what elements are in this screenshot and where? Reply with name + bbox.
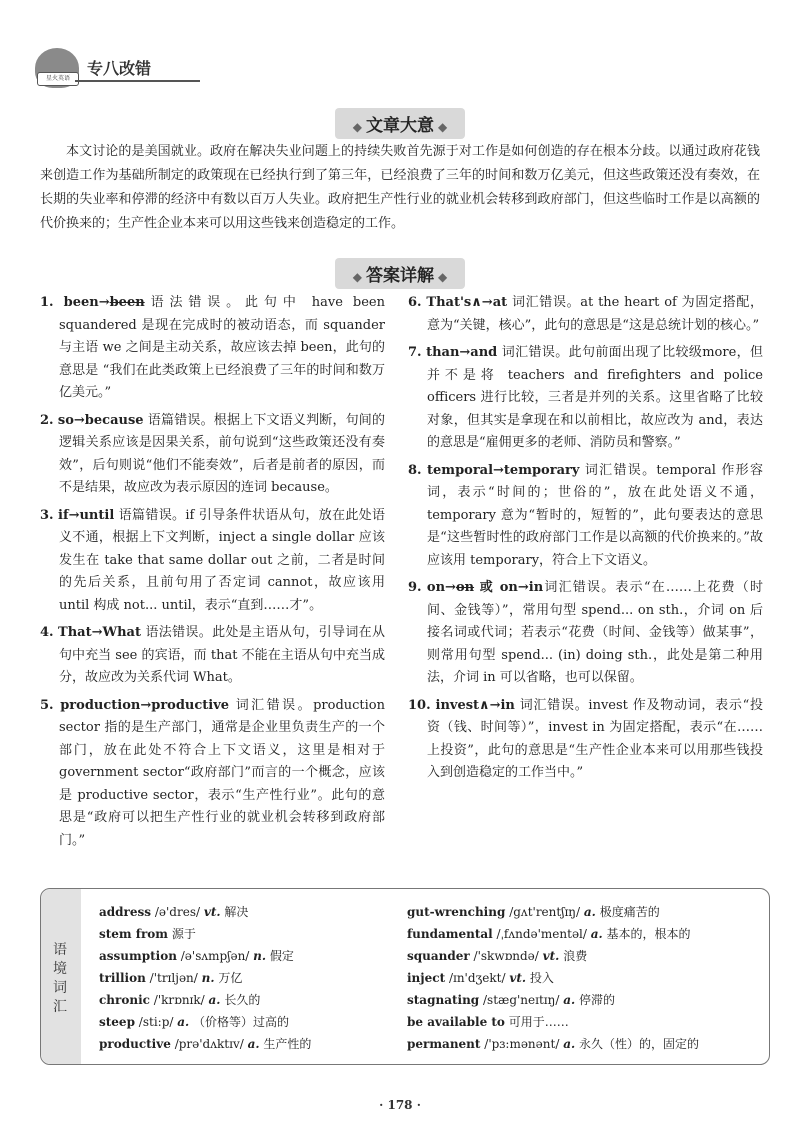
answer-number: 3. — [40, 507, 54, 523]
vocab-phonetic: /ə'dres/ — [154, 905, 201, 919]
answers-heading — [0, 258, 800, 289]
vocab-meaning: 解决 — [224, 905, 249, 919]
answer-explanation: 语法错误。此处是主语从句，引导词在从句中充当 see 的宾语，而 that 不能在主语从句中充当成分，故应改为关系代词 What。 — [59, 625, 385, 685]
answer-correction: temporal→temporary — [427, 462, 580, 478]
answer-explanation: 语法错误。此句中 have been squandered 是现在完成时的被动语态，而 squander 与主语 we 之间是主动关系，故应该去掉 been，此句的意思是 “我们在此类政策上已经浪费了三年的时间和数万亿美元。” — [59, 295, 385, 400]
answer-number: 2. — [40, 412, 54, 428]
answer-explanation: 词汇错误。此句前面出现了比较级more，但并不是将 teachers and firefighters and police officers 进行比较，三者是并列的关系。这里省略了比较对象，但其实是拿现在和以前相比，故应改为 and，表达的意思是“雇佣更多的老师、消防员和警察。” — [427, 345, 763, 450]
answer-number: 6. — [408, 295, 422, 310]
answer-explanation: 词汇错误。invest 作及物动词，表示“投资（钱、时间等）”，invest in 为固定搭配，表示“在……上投资”，此句的意思是“生产性企业本来可以用那些钱投入到创造稳定的工作当中。” — [427, 697, 763, 780]
summary-heading-pill — [335, 108, 465, 139]
answer-correction: That→What — [58, 625, 141, 640]
answers-heading-text: 答案详解 — [366, 266, 434, 286]
answers-column-left — [40, 292, 385, 857]
answer-explanation: 词汇错误。at the heart of 为固定搭配，意为“关键，核心”，此句的意思是“这是总统计划的核心。” — [427, 295, 764, 333]
chapter-title: 专八改错 — [87, 59, 152, 78]
vocab-word: gut-wrenching — [407, 905, 506, 919]
vocab-pos: a. — [177, 1015, 190, 1029]
diamond-icon: ◆ — [352, 120, 362, 134]
vocab-entry — [99, 967, 311, 989]
vocab-entry — [407, 923, 699, 945]
vocab-pos: a. — [590, 927, 603, 941]
vocab-phonetic: /'pɜ:mənənt/ — [484, 1037, 560, 1051]
vocab-entry — [407, 901, 699, 923]
vocabulary-column-left — [99, 901, 311, 1055]
answer-number: 10. — [408, 697, 431, 713]
header-underline — [75, 80, 200, 82]
answer-item — [408, 460, 763, 573]
vocab-phonetic: /sti:p/ — [138, 1015, 174, 1029]
vocab-entry — [407, 989, 699, 1011]
vocab-word: squander — [407, 949, 470, 963]
vocab-meaning: 假定 — [269, 949, 294, 963]
brand-logo — [35, 48, 79, 88]
vocabulary-column-right — [407, 901, 699, 1055]
answer-correction: invest∧→in — [435, 697, 515, 713]
vocab-entry — [407, 1033, 699, 1055]
vocab-pos: n. — [201, 971, 215, 985]
page-number: · 178 · — [379, 1098, 421, 1112]
answer-item — [40, 410, 385, 500]
vocab-meaning: （价格等）过高的 — [193, 1015, 290, 1029]
answer-item — [408, 577, 763, 690]
vocab-pos: a. — [583, 905, 596, 919]
vocab-meaning: 基本的，根本的 — [606, 927, 691, 941]
vocab-pos: a. — [247, 1037, 260, 1051]
vocab-meaning: 可用于…… — [508, 1015, 569, 1029]
vocab-entry — [407, 945, 699, 967]
answer-number: 4. — [40, 625, 54, 640]
vocab-meaning: 长久的 — [224, 993, 261, 1007]
diamond-icon: ◆ — [438, 270, 448, 284]
answer-correction-struck: on — [455, 580, 475, 595]
vocab-word: be available to — [407, 1015, 505, 1029]
answer-item — [408, 292, 763, 337]
vocab-entry — [407, 1011, 699, 1033]
summary-heading — [0, 108, 800, 139]
vocab-phonetic: /'trɪljən/ — [149, 971, 198, 985]
vocab-meaning: 万亿 — [218, 971, 243, 985]
vocab-pos: vt. — [509, 971, 527, 985]
diamond-icon: ◆ — [438, 120, 448, 134]
answer-explanation: 语篇错误。根据上下文语义判断，句间的逻辑关系应该是因果关系，前句说到“这些政策还没有奏效”，后句则说“他们不能奏效”，后者是前者的原因，而不是结果，故应改为表示原因的连词 because。 — [59, 412, 385, 495]
vocab-meaning: 源于 — [171, 927, 196, 941]
answer-correction: on→ — [426, 580, 456, 595]
vocab-entry — [99, 923, 311, 945]
vocab-pos: a. — [563, 993, 576, 1007]
vocab-entry — [407, 967, 699, 989]
answer-correction: production→productive — [60, 697, 230, 713]
vocab-phonetic: /ˌfʌndə'mentəl/ — [496, 927, 587, 941]
vocab-word: trillion — [99, 971, 146, 985]
answer-number: 1. — [40, 295, 54, 310]
vocab-meaning: 投入 — [529, 971, 554, 985]
answer-correction: than→and — [426, 345, 498, 360]
vocabulary-label-tab — [41, 889, 81, 1064]
answer-number: 5. — [40, 697, 54, 713]
summary-paragraph: 本文讨论的是美国就业。政府在解决失业问题上的持续失败首先源于对工作是如何创造的存在根本分歧。以通过政府花钱来创造工作为基础所制定的政策现在已经执行到了第三年，已经浪费了三年的时间和数万亿美元，但这些政策还没有奏效，在长期的失业率和停滞的经济中有数以百万人失业。政府把生产性行业的就业机会转移到政府部门，但这些临时工作是以高额的代价换来的；生产性企业本来可以用这些钱来创造稳定的工作。 — [40, 144, 760, 231]
vocab-pos: vt. — [542, 949, 560, 963]
vocab-word: stem from — [99, 927, 168, 941]
vocab-entry — [99, 1033, 311, 1055]
answer-explanation: 词汇错误。temporal 作形容词，表示“时间的；世俗的”，放在此处语义不通，temporary 意为“暂时的，短暂的”，此句要表达的意思是“这些暂时性的政府部门工作是以高额的代价换来的。”故应该用 temporary，符合上下文语义。 — [427, 462, 763, 568]
vocab-phonetic: /'krɒnɪk/ — [153, 993, 205, 1007]
answer-correction: That's∧→at — [426, 295, 508, 310]
vocab-entry — [99, 989, 311, 1011]
answer-explanation: 词汇错误。production sector 指的是生产部门，通常是企业里负责生产的一个部门，放在此处不符合上下文语义，这里是相对于 government sector“政府部门”而言的一个概念，应该是 productive sector，表示“生产性行业”。此句的意思是“政府可以把生产性行业的就业机会转移到政府部门。” — [59, 697, 386, 848]
vocab-entry — [99, 945, 311, 967]
vocab-word: address — [99, 905, 152, 919]
answers-heading-pill — [335, 258, 465, 289]
vocab-meaning: 浪费 — [563, 949, 588, 963]
vocab-word: productive — [99, 1037, 171, 1051]
vocab-word: permanent — [407, 1037, 481, 1051]
answers-column-right — [408, 292, 763, 790]
answer-number: 9. — [408, 580, 422, 595]
answer-item — [408, 342, 763, 455]
vocab-entry — [99, 1011, 311, 1033]
answer-item — [408, 695, 763, 785]
answer-number: 8. — [408, 462, 422, 478]
vocab-phonetic: /stæg'neɪtɪŋ/ — [483, 993, 560, 1007]
answer-item — [40, 505, 385, 618]
vocab-word: stagnating — [407, 993, 480, 1007]
vocab-phonetic: /ə'sʌmpʃən/ — [180, 949, 250, 963]
vocab-meaning: 生产性的 — [263, 1037, 312, 1051]
vocab-meaning: 停滞的 — [579, 993, 616, 1007]
answer-item — [40, 292, 385, 405]
vocab-word: fundamental — [407, 927, 493, 941]
logo-text: 星火英语 — [37, 72, 79, 86]
answer-correction-post: 或 on→in — [474, 580, 544, 595]
vocab-phonetic: /prə'dʌktɪv/ — [174, 1037, 244, 1051]
answer-correction: if→until — [58, 507, 115, 523]
vocab-word: steep — [99, 1015, 135, 1029]
vocab-phonetic: /'skwɒndə/ — [473, 949, 539, 963]
answer-explanation: 词汇错误。表示“在……上花费（时间、金钱等）”，常用句型 spend... on sth.，介词 on 后接名词或代词；若表示“花费（时间、金钱等）做某事”，则常用句型 spend... (in) doing sth.，此处是第二种用法，介词 in 可以省略，也可以保留。 — [427, 580, 763, 685]
summary-heading-text: 文章大意 — [366, 116, 434, 136]
vocab-word: chronic — [99, 993, 150, 1007]
answer-correction-struck: been — [109, 295, 145, 310]
answer-item — [40, 622, 385, 690]
answer-correction: been→ — [63, 295, 110, 310]
vocab-word: assumption — [99, 949, 177, 963]
vocabulary-label: 语境词汇 — [53, 942, 67, 1015]
vocab-meaning: 永久（性）的，固定的 — [578, 1037, 699, 1051]
vocab-entry — [99, 901, 311, 923]
answer-item — [40, 695, 385, 853]
vocab-pos: a. — [208, 993, 221, 1007]
answer-explanation: 语篇错误。if 引导条件状语从句，放在此处语义不通，根据上下文判断，inject a single dollar 应该发生在 take that same dollar out 之前，二者是时间的先后关系，且前句用了否定词 cannot，故应该用 until 构成 not... until，表示“直到……才”。 — [59, 507, 385, 613]
vocab-phonetic: /gʌt'rentʃɪŋ/ — [509, 905, 581, 919]
answer-number: 7. — [408, 345, 422, 360]
vocabulary-box — [40, 888, 770, 1065]
answer-correction: so→because — [57, 412, 144, 428]
vocab-phonetic: /ɪn'dʒekt/ — [448, 971, 506, 985]
vocab-pos: a. — [563, 1037, 576, 1051]
vocab-meaning: 极度痛苦的 — [599, 905, 660, 919]
vocab-word: inject — [407, 971, 446, 985]
vocab-pos: vt. — [203, 905, 221, 919]
vocab-pos: n. — [253, 949, 267, 963]
diamond-icon: ◆ — [352, 270, 362, 284]
